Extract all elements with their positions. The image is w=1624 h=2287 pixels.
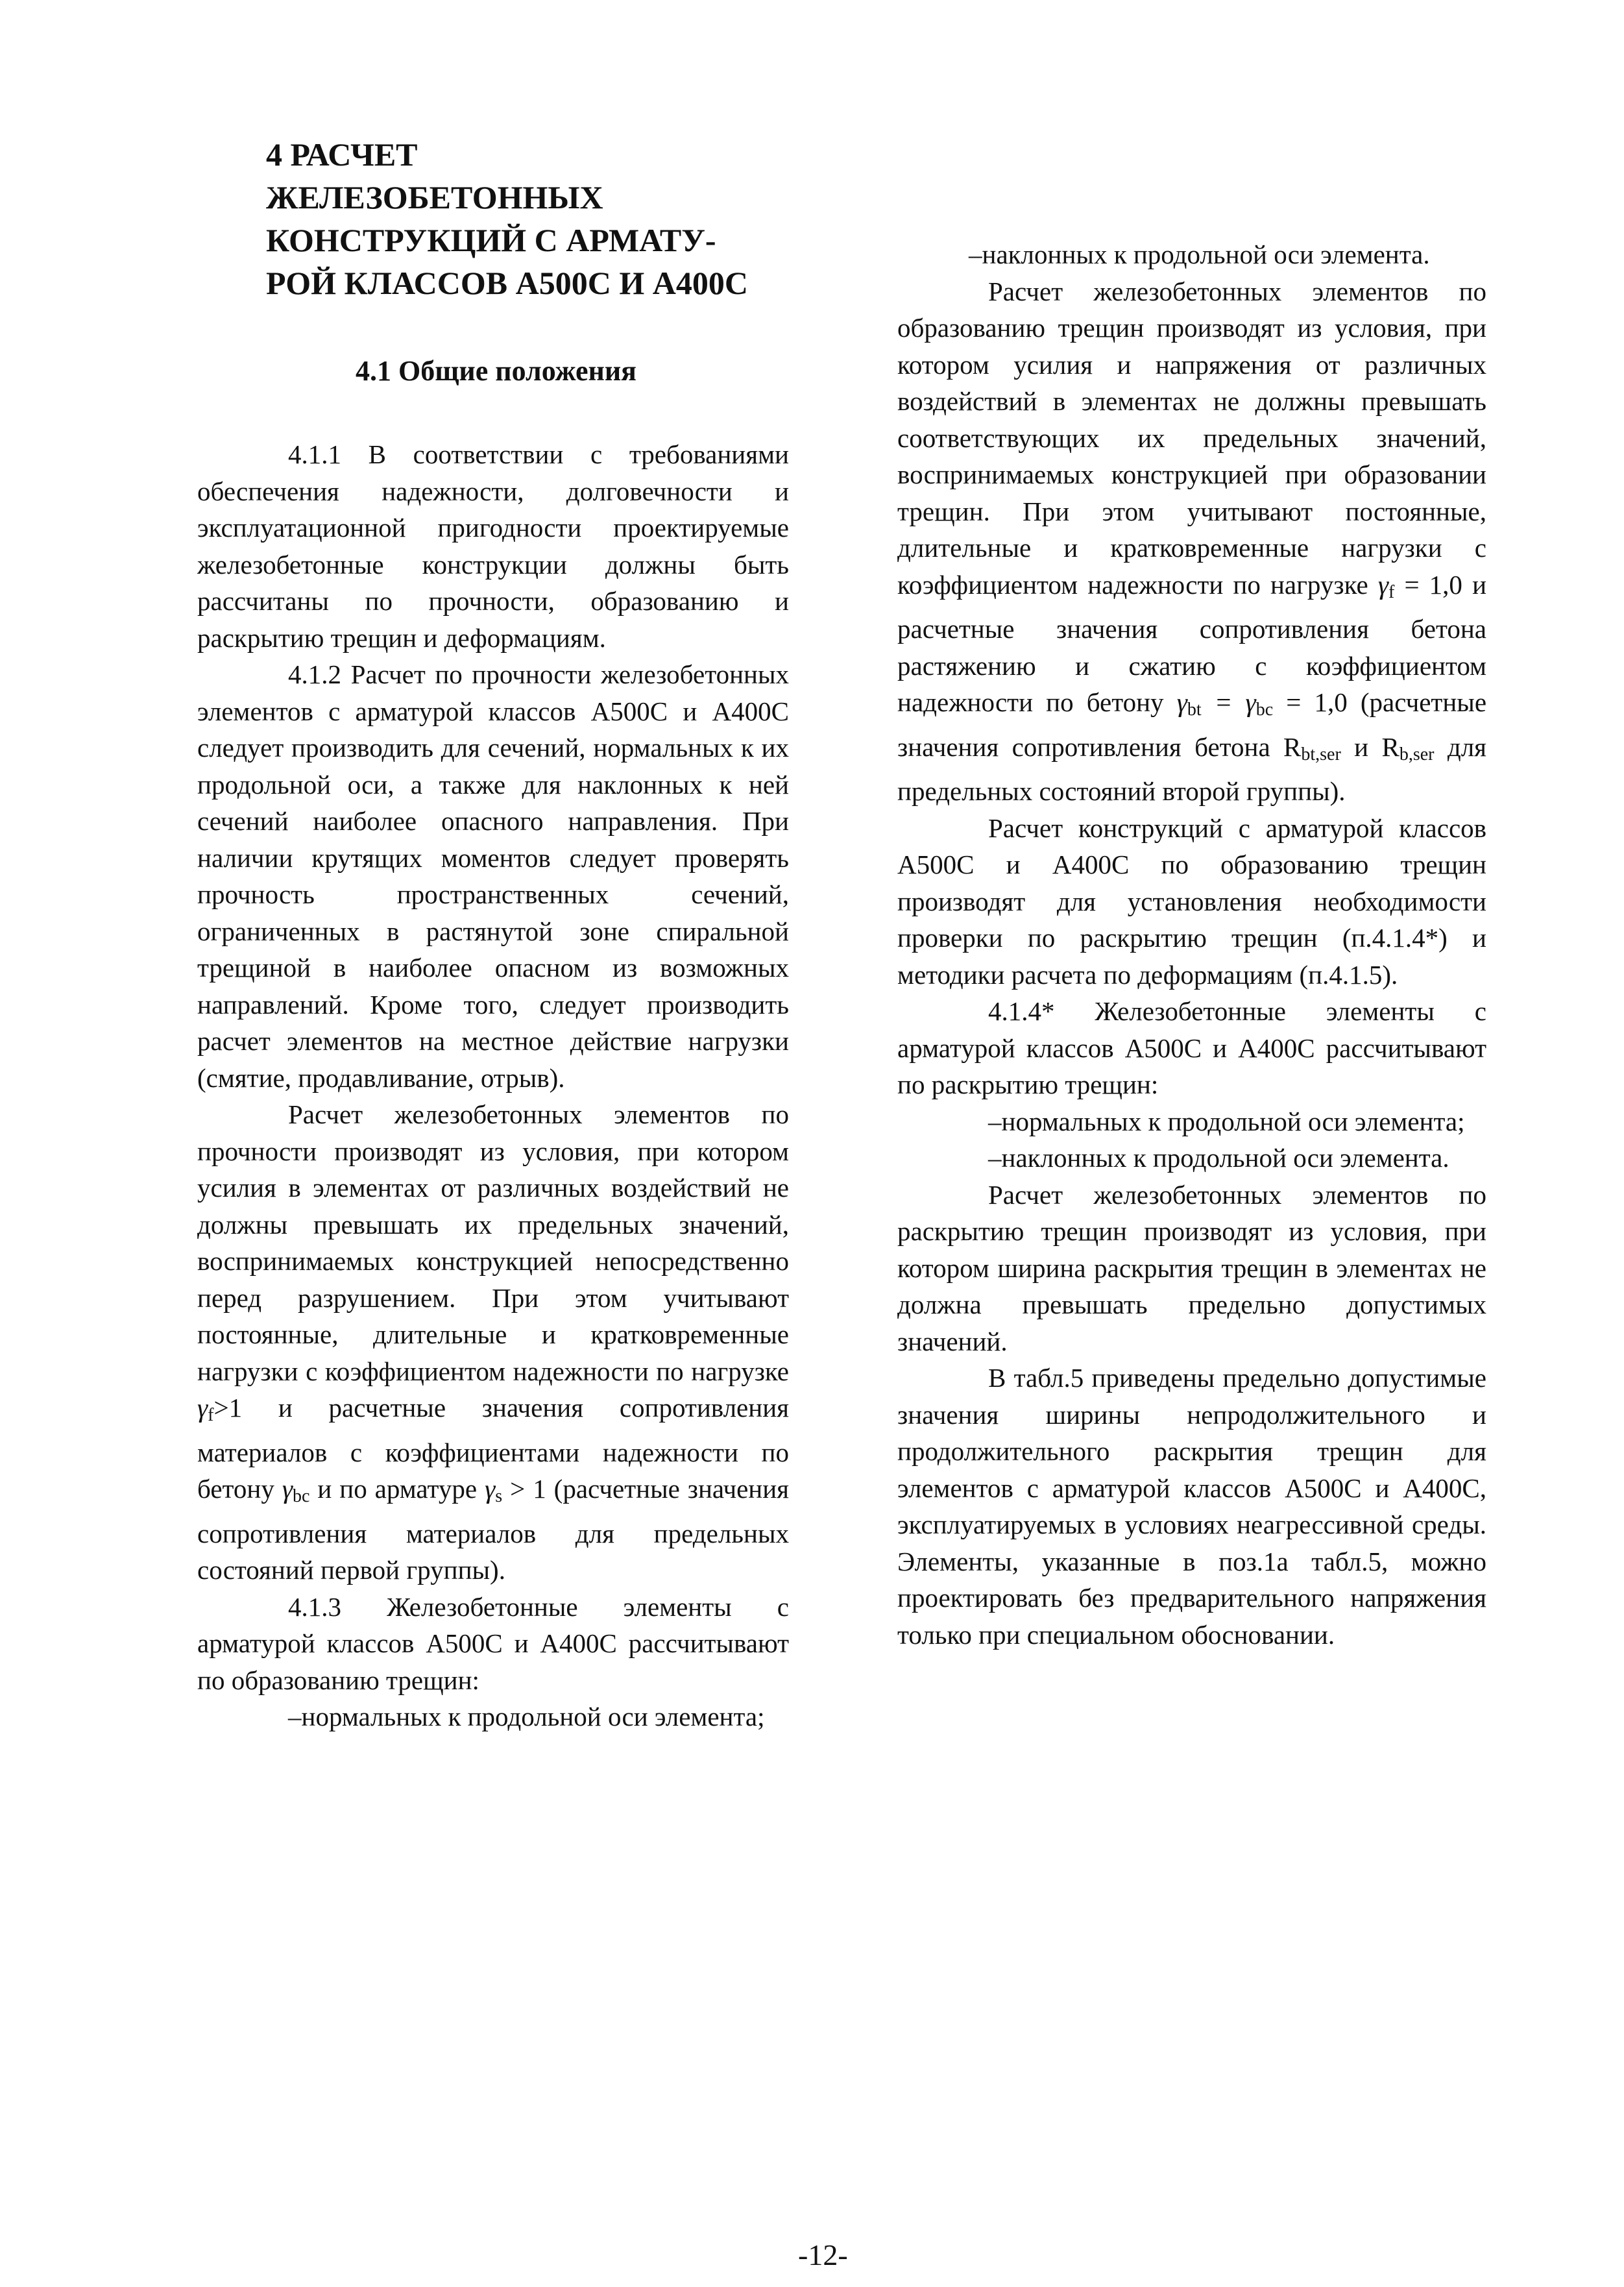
text-run: > 1 (расчетные значения сопротивления материалов для предельных состояний первой группы).	[197, 1474, 790, 1585]
text-run: и	[1354, 731, 1369, 762]
gamma-bc-symbol: $\gamma_{bc}$	[282, 1474, 310, 1506]
text-run: для предельных состояний второй группы).	[897, 731, 1487, 806]
list-item-normal: –нормальных к продольной оси элемента;	[288, 1702, 765, 1731]
paragraph-4-1-1: 4.1.1 В соответствии с требованиями обеспечения надежности, долговечности и эксплуатационной пригодности проектируемые железобетонные конструкции должны быть рассчитаны по прочности, образованию и раскрытию трещин и деформациям.	[197, 439, 789, 653]
chapter-title-line: ЖЕЛЕЗОБЕТОННЫХ	[266, 179, 603, 215]
list-item-inclined: –наклонных к продольной оси элемента.	[969, 239, 1430, 269]
gamma-bt-symbol: $\gamma_{bt}$	[1176, 687, 1202, 720]
paragraph-crack-formation-purpose: Расчет конструкций с арматурой классов А500С и А400С по образованию трещин производят для установления необходимости проверки по раскрытию трещин (п.4.1.4*) и методики расчета по деформациям (п.4.1.5).	[897, 813, 1486, 990]
r-b-ser-symbol: $R_{b,ser}$	[1381, 731, 1435, 764]
gamma-f-symbol: $\gamma_f$	[197, 1393, 214, 1425]
chapter-title-line: 4 РАСЧЕТ	[266, 136, 418, 173]
chapter-title-line: КОНСТРУКЦИЙ С АРМАТУ-	[266, 222, 716, 258]
chapter-title	[266, 133, 798, 304]
right-column	[897, 236, 1486, 1653]
gamma-bc-symbol: = $\gamma_{bc}$	[1214, 687, 1274, 720]
text-run: Расчет железобетонных элементов по прочности производят из условия, при котором усилия в элементах от различных воздействий не должны превышать их предельных значений, воспринимаемых конструкцией непосредственно перед разрушением. При этом учитывают постоянные, длительные и кратковременные нагрузки с коэффициентом надежности по нагрузке	[197, 1099, 789, 1386]
paragraph-strength-calculation	[197, 1096, 789, 1589]
paragraph-4-1-2: 4.1.2 Расчет по прочности железобетонных элементов с арматурой классов А500С и А400С следует производить для сечений, нормальных к их продольной оси, а также для наклонных к ней сечений наиболее опасного направления. При наличии крутящих моментов следует проверять прочность пространственных сечений, ограниченных в растянутой зоне спиральной трещиной в наиболее опасном из возможных направлений. Кроме того, следует производить расчет элементов на местное действие нагрузки (смятие, продавливание, отрыв).	[197, 659, 789, 1093]
chapter-title-line: РОЙ КЛАССОВ А500С И А400С	[266, 265, 748, 301]
section-heading: 4.1 Общие положения	[356, 355, 636, 387]
paragraph-4-1-3: 4.1.3 Железобетонные элементы с арматурой классов А500С и А400С рассчитывают по образованию трещин:	[197, 1591, 789, 1695]
paragraph-crack-formation	[897, 273, 1486, 810]
text-run: = 1,0 и расчетные значения сопротивления бетона растяжению и сжатию с коэффициентом надежности по бетону	[897, 569, 1487, 717]
paragraph-crack-opening: Расчет железобетонных элементов по раскрытию трещин производят из условия, при котором ширина раскрытия трещин в элементах не должна превышать предельно допустимых значений.	[897, 1179, 1486, 1356]
text-run: Расчет железобетонных элементов по образованию трещин производят из условия, при котором усилия и напряжения от различных воздействий в элементах не должны превышать соответствующих их предельных значений, воспринимаемых конструкцией при образовании трещин. При этом учитывают постоянные, длительные и кратковременные нагрузки с коэффициентом надежности по нагрузке	[897, 276, 1486, 600]
gamma-s-symbol: $\gamma_s$	[485, 1474, 503, 1506]
paragraph-4-1-4: 4.1.4* Железобетонные элементы с арматурой классов А500С и А400С рассчитывают по раскрытию трещин:	[897, 996, 1486, 1099]
list-item-normal: –нормальных к продольной оси элемента;	[988, 1106, 1465, 1136]
gamma-f-symbol: $\gamma_f$	[1377, 569, 1395, 602]
list-item-inclined: –наклонных к продольной оси элемента.	[988, 1143, 1449, 1173]
left-column	[197, 436, 789, 1735]
r-bt-ser-symbol: $R_{bt,ser}$	[1283, 731, 1341, 764]
text-run: = 1,0 (расчетные значения сопротивления бетона	[897, 687, 1487, 762]
text-run: >1 и расчетные значения сопротивления материалов с коэффициентами надежности по бетону	[197, 1393, 789, 1504]
page-number: -12-	[798, 2238, 848, 2271]
paragraph-table-5-reference: В табл.5 приведены предельно допустимые значения ширины непродолжительного и продолжительного раскрытия трещин для элементов с арматурой классов А500С и А400С, эксплуатируемых в условиях неагрессивной среды. Элементы, указанные в поз.1а табл.5, можно проектировать без предварительного напряжения только при специальном обосновании.	[897, 1363, 1486, 1650]
text-run: и по арматуре	[317, 1474, 478, 1504]
